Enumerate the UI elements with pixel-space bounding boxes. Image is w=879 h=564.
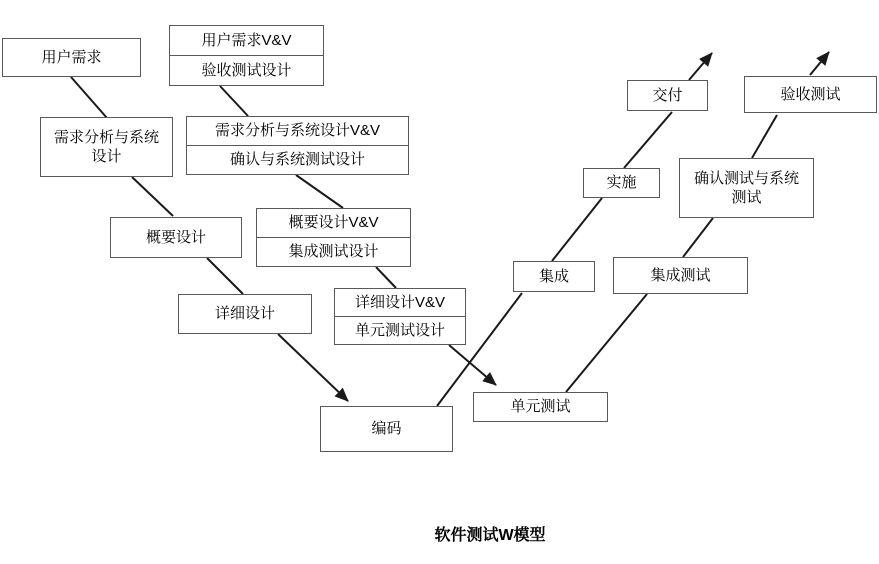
edge-implementation-to-delivery <box>624 112 672 168</box>
edge-confirm-system-test-to-acceptance-test <box>752 115 777 158</box>
node-outline-design-vv <box>256 208 411 267</box>
node-unit-test-design-label: 单元测试设计 <box>335 316 465 344</box>
node-user-requirements-vv-label: 用户需求V&V <box>201 31 292 49</box>
edge-unit-test-to-integration-test <box>566 294 647 392</box>
node-confirmation-system-test-design-label: 确认与系统测试设计 <box>187 145 408 174</box>
edge-outline-design-vv-to-detail-design-vv <box>376 267 396 288</box>
node-requirements-analysis-system-design-vv-label: 需求分析与系统设计V&V <box>214 122 380 140</box>
edge-outline-design-to-detail-design <box>207 258 243 294</box>
edge-user-req-to-req-design <box>71 77 107 118</box>
node-detailed-design-vv <box>334 288 466 345</box>
node-unit-test: 单元测试 <box>473 392 608 422</box>
node-detailed-design: 详细设计 <box>178 294 312 334</box>
node-user-requirements-vv <box>169 25 324 86</box>
edge-delivery-out-arrow <box>689 53 712 80</box>
node-implementation: 实施 <box>583 168 660 198</box>
edge-req-design-to-outline-design <box>132 177 173 216</box>
node-integration-test: 集成测试 <box>613 257 748 294</box>
node-confirmation-and-system-test: 确认测试与系统测试 <box>679 158 814 218</box>
node-requirements-analysis-system-design-vv <box>186 116 409 175</box>
edge-user-req-vv-to-req-design-vv <box>220 86 248 116</box>
node-detailed-design-vv-label: 详细设计V&V <box>354 293 445 311</box>
node-delivery: 交付 <box>627 80 708 111</box>
node-user-requirements: 用户需求 <box>2 38 141 77</box>
edge-req-design-vv-to-outline-design-vv <box>296 175 343 208</box>
node-outline-design-vv-label: 概要设计V&V <box>288 214 379 232</box>
node-requirements-analysis-system-design: 需求分析与系统设计 <box>40 117 173 177</box>
node-integration: 集成 <box>513 261 595 292</box>
edge-integration-to-implementation <box>552 198 602 261</box>
edge-integration-test-to-confirm-system-test <box>683 218 713 257</box>
edge-acceptance-test-out-arrow <box>810 52 829 75</box>
node-acceptance-test-design-label: 验收测试设计 <box>170 55 323 85</box>
node-integration-test-design-label: 集成测试设计 <box>257 237 410 266</box>
edge-unit-test-design-to-unit-test-arrow <box>449 345 496 385</box>
node-acceptance-test: 验收测试 <box>744 76 877 113</box>
diagram-caption: 软件测试W模型 <box>434 527 546 544</box>
node-coding: 编码 <box>320 406 453 452</box>
node-outline-design: 概要设计 <box>110 217 242 258</box>
